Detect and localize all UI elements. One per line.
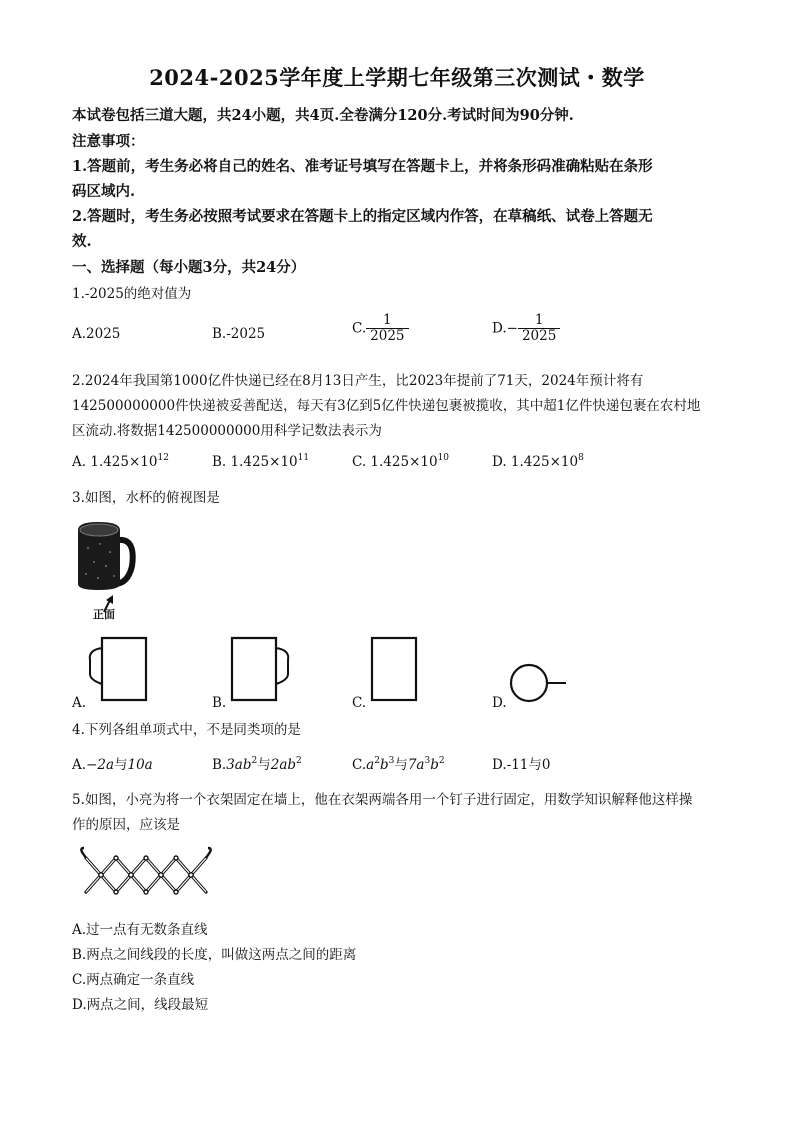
- q4-b-prefix: B.: [212, 757, 227, 773]
- q3-option-b-shape: [228, 634, 298, 706]
- q3-a-handle: [90, 648, 102, 684]
- q4-b-term-1-exp: 2: [251, 756, 258, 766]
- q3-option-d-shape: [508, 660, 572, 710]
- q4-option-d: D.-11与0: [492, 757, 551, 773]
- q1-option-c-prefix: C.: [352, 320, 367, 337]
- q1-option-d-denominator: 2025: [518, 328, 560, 344]
- q2-option-d: [492, 454, 584, 470]
- q2-option-c-base: C. 1.425×10: [352, 454, 438, 470]
- q3-b-rectangle: [232, 638, 276, 700]
- q2-option-c-exponent: 10: [437, 453, 450, 463]
- note-2-line-2: 效.: [72, 233, 92, 250]
- q2-option-d-exponent: 8: [578, 453, 584, 463]
- q4-a-prefix: A.: [72, 757, 87, 773]
- q4-b-term-2-exp: 2: [296, 756, 302, 766]
- q4-c-b2-exp: 2: [438, 756, 445, 766]
- q2-stem-line-2: 142500000000件快递被妥善配送，每天有3亿到5亿件快递包裹被揽收，其中超1亿件快递包裹在农村地: [72, 398, 701, 414]
- q1-option-b: B.-2025: [212, 326, 266, 342]
- exam-title: 2024-2025学年度上学期七年级第三次测试・数学: [149, 65, 645, 90]
- notes-heading: 注意事项：: [72, 133, 145, 150]
- q5-option-b: B.两点之间线段的长度，叫做这两点之间的距离: [72, 947, 357, 963]
- hanger-lattice: [86, 858, 206, 892]
- q5-option-a: A.过一点有无数条直线: [72, 922, 208, 938]
- q4-c-join: 与: [394, 757, 408, 773]
- q1-stem: 1.-2025的绝对值为: [72, 286, 192, 302]
- q2-stem-line-1: 2.2024年我国第1000亿件快递已经在8月13日产生，比2023年提前了71天，2024年预计将有: [72, 373, 644, 389]
- hanger-highlight: [86, 858, 206, 892]
- q2-option-b-base: B. 1.425×10: [212, 454, 298, 470]
- q2-option-a: [72, 454, 169, 470]
- q3-option-a-shape: [86, 634, 156, 706]
- q1-option-d-prefix: D.−: [492, 320, 518, 337]
- q4-b-term-2: 2ab: [270, 757, 297, 773]
- q3-option-d: D.: [492, 695, 507, 711]
- q3-stem: 3.如图，水杯的俯视图是: [72, 490, 220, 506]
- cup-rim: [80, 524, 118, 536]
- q4-c-prefix: C.: [352, 757, 367, 773]
- q3-b-handle: [276, 648, 288, 684]
- q2-option-d-base: D. 1.425×10: [492, 454, 579, 470]
- q2-stem-line-3: 区流动.将数据142500000000用科学记数法表示为: [72, 423, 382, 439]
- note-1-line-1: 1.答题前，考生务必将自己的姓名、准考证号填写在答题卡上，并将条形码准确粘贴在条形: [72, 158, 653, 175]
- exam-intro: 本试卷包括三道大题，共24小题，共4页.全卷满分120分.考试时间为90分钟.: [72, 107, 574, 124]
- q3-option-a: A.: [72, 695, 87, 711]
- q2-option-a-exponent: 12: [157, 453, 169, 463]
- q5-stem-line-2: 作的原因，应该是: [72, 817, 180, 833]
- q5-option-d: D.两点之间，线段最短: [72, 997, 209, 1013]
- q4-a-join: 与: [114, 757, 128, 773]
- q4-option-c: [352, 753, 445, 773]
- q2-option-c: [352, 454, 449, 470]
- q1-option-c-numerator: 1: [383, 312, 392, 328]
- q2-option-b: [212, 454, 309, 470]
- q3-option-c: C.: [352, 695, 367, 711]
- q5-stem-line-1: 5.如图，小亮为将一个衣架固定在墙上，他在衣架两端各用一个钉子进行固定，用数学知识解释他这样操: [72, 792, 693, 808]
- q1-option-c-denominator: 2025: [366, 328, 408, 344]
- q5-option-c: C.两点确定一条直线: [72, 972, 195, 988]
- q4-a-term-1: −2a: [86, 757, 114, 773]
- front-label: 正面: [93, 608, 115, 621]
- q2-option-a-base: A. 1.425×10: [72, 454, 158, 470]
- q1-option-c: [352, 313, 409, 344]
- q4-c-7a-exp: 3: [424, 756, 431, 766]
- q4-stem: 4.下列各组单项式中，不是同类项的是: [72, 722, 301, 738]
- q1-option-d-fraction: [518, 313, 560, 344]
- q4-option-a: [72, 753, 153, 773]
- note-1-line-2: 码区域内.: [72, 183, 136, 200]
- q4-c-a-exp: 2: [374, 756, 380, 766]
- q3-d-circle: [511, 665, 547, 701]
- q4-option-b: [212, 753, 302, 773]
- q1-option-d-numerator: 1: [534, 312, 544, 328]
- q3-option-c-shape: [370, 636, 420, 708]
- q3-a-rectangle: [102, 638, 146, 700]
- q4-b-join: 与: [257, 757, 271, 773]
- q4-a-term-2: 10a: [127, 757, 153, 773]
- q1-option-c-fraction: [366, 313, 408, 344]
- q4-c-b2: b: [430, 757, 439, 773]
- q4-c-a: a: [366, 757, 375, 773]
- q2-option-b-exponent: 11: [297, 453, 310, 463]
- q1-option-a: A.2025: [72, 326, 121, 342]
- q4-c-b-exp: 3: [388, 756, 395, 766]
- note-2-line-1: 2.答题时，考生务必按照考试要求在答题卡上的指定区域内作答，在草稿纸、试卷上答题无: [72, 208, 653, 225]
- cup-front-illustration: [70, 518, 140, 618]
- hanger-illustration: [78, 846, 214, 902]
- q1-option-d: [492, 313, 560, 344]
- q3-c-rectangle: [372, 638, 416, 700]
- q3-option-b: B.: [212, 695, 227, 711]
- section-1-heading: 一、选择题（每小题3分，共24分）: [72, 259, 306, 276]
- q4-b-term-1: 3ab: [226, 757, 252, 773]
- q4-c-b: b: [379, 757, 389, 773]
- q4-c-7a: 7a: [407, 757, 425, 773]
